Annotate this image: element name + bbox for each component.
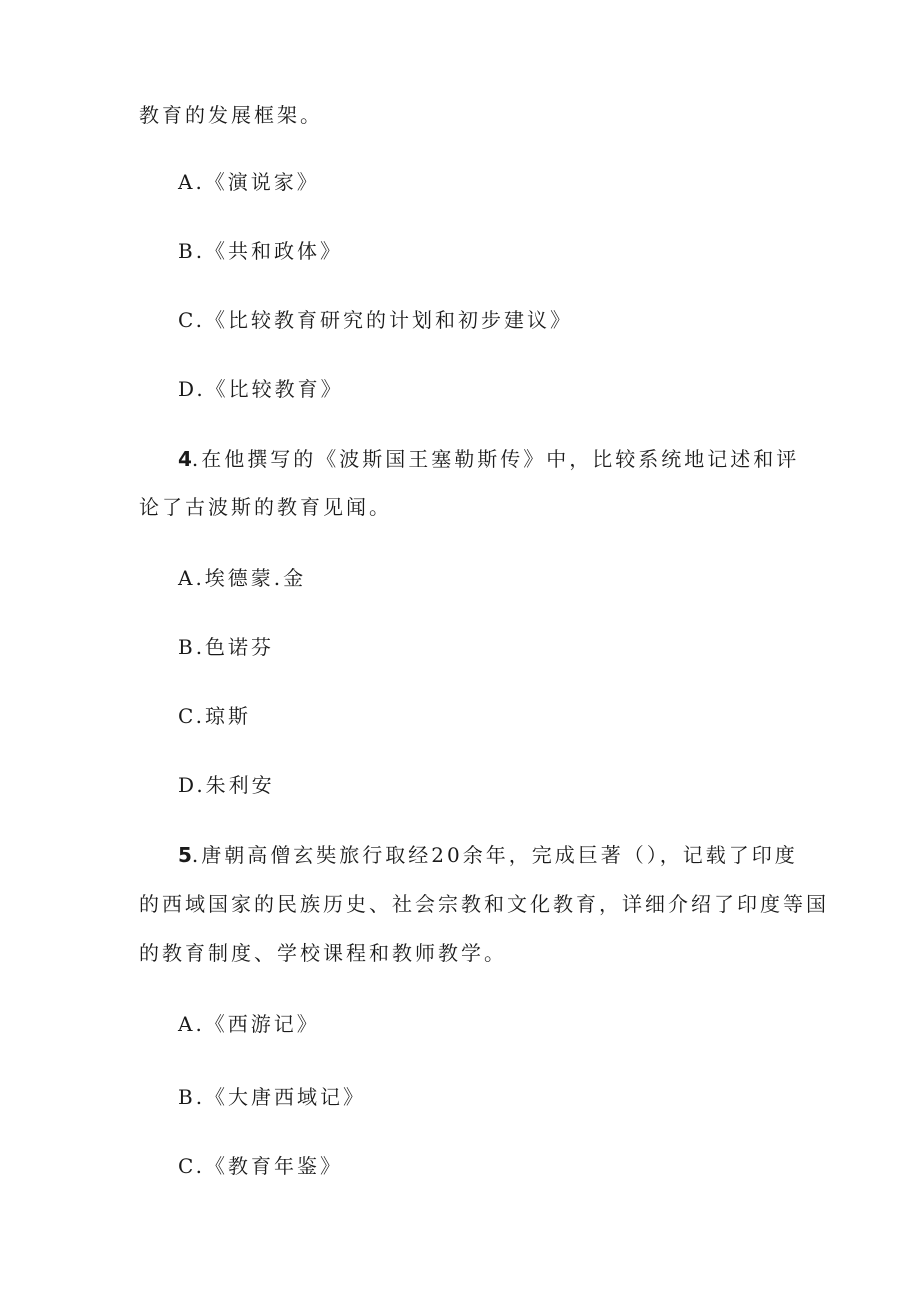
q3-option-c: C.《比较教育研究的计划和初步建议》 <box>178 308 573 332</box>
q4-stem-text-1: .在他撰写的《波斯国王塞勒斯传》中，比较系统地记述和评 <box>191 447 800 471</box>
q3-option-b: B.《共和政体》 <box>178 239 344 263</box>
q5-option-b: B.《大唐西域记》 <box>178 1085 367 1109</box>
q5-stem-text-1: .唐朝高僧玄奘旅行取经20余年，完成巨著（），记载了印度 <box>191 843 798 867</box>
q5-option-c: C.《教育年鉴》 <box>178 1154 343 1178</box>
q3-option-d: D.《比较教育》 <box>178 377 344 401</box>
q5-option-a: A.《西游记》 <box>178 1012 320 1036</box>
q5-stem-line-3: 的教育制度、学校课程和教师教学。 <box>139 941 507 965</box>
q4-option-b: B.色诺芬 <box>178 635 275 659</box>
q4-stem-line-1 <box>178 447 799 471</box>
q5-stem-line-1 <box>178 843 798 867</box>
q5-stem-line-2: 的西域国家的民族历史、社会宗教和文化教育，详细介绍了印度等国 <box>139 892 829 916</box>
q5-number: 5 <box>178 843 192 867</box>
q4-option-d: D.朱利安 <box>178 773 275 797</box>
q4-option-a: A.埃德蒙.金 <box>178 566 307 590</box>
q3-stem-tail: 教育的发展框架。 <box>139 103 323 127</box>
q4-stem-line-2: 论了古波斯的教育见闻。 <box>139 495 392 519</box>
q3-option-a: A.《演说家》 <box>178 170 320 194</box>
q4-number: 4 <box>178 447 192 471</box>
q4-option-c: C.琼斯 <box>178 704 251 728</box>
